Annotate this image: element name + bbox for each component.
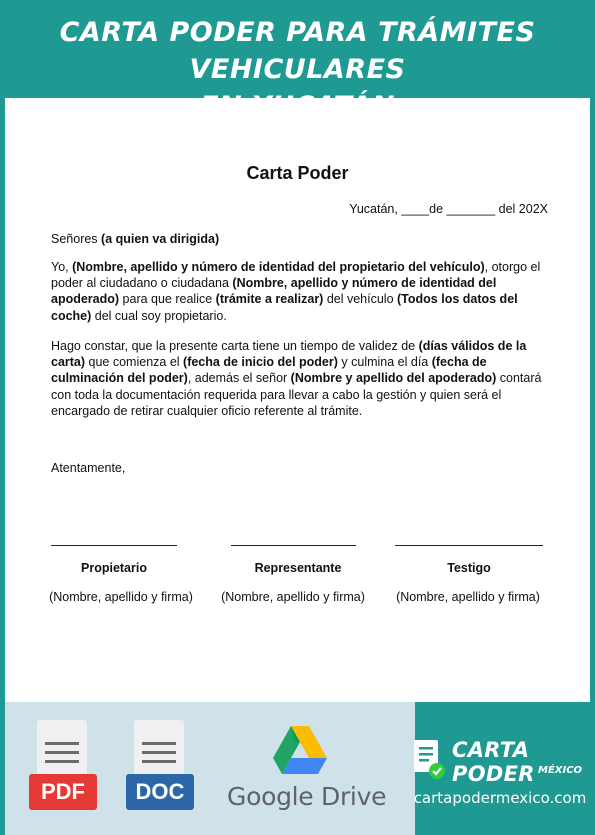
- rich-run: , otorgo el poder al ciudadano o ciudadana: [51, 260, 541, 291]
- signature-note-owner: (Nombre, apellido y firma): [49, 590, 193, 604]
- rich-run: (trámite a realizar): [215, 292, 324, 307]
- signature-note-witness: (Nombre, apellido y firma): [396, 590, 540, 604]
- pdf-badge: PDF: [29, 774, 97, 810]
- google-drive-label[interactable]: Google Drive: [227, 782, 387, 811]
- pdf-download-icon[interactable]: [29, 720, 93, 810]
- rich-run: contará con toda la documentación requerida para llevar a cabo la gestión y quien será el encargado de retirar cualquier oficio referente al trámite.: [51, 371, 542, 418]
- brand-subtitle: MÉXICO: [538, 765, 583, 776]
- signature-line-representative: [231, 545, 356, 546]
- rich-run: , además el señor: [187, 371, 291, 386]
- document-check-icon: [412, 738, 448, 782]
- signature-note-representative: (Nombre, apellido y firma): [221, 590, 365, 604]
- page-header: [0, 0, 595, 98]
- signature-role-owner: Propietario: [81, 561, 147, 575]
- rich-run: del cual soy propietario.: [91, 308, 227, 323]
- signature-line-witness: [395, 545, 543, 546]
- rich-run: (Nombre, apellido y número de identidad del propietario del vehículo): [72, 260, 485, 274]
- document-title: Carta Poder: [246, 163, 349, 183]
- page-footer: [0, 702, 595, 835]
- rich-run: (fecha de inicio del poder): [183, 355, 338, 370]
- brand-url-link[interactable]: cartapodermexico.com: [413, 789, 587, 807]
- rich-run: Yo,: [51, 260, 73, 274]
- signature-line-owner: [51, 545, 177, 546]
- paragraph-validity: [51, 338, 549, 419]
- rich-run: para que realice: [119, 292, 216, 307]
- salutation: [51, 231, 549, 247]
- rich-run: (fecha de culminación del poder): [51, 355, 487, 386]
- rich-run: Hago constar, que la presente carta tiene un tiempo de validez de: [51, 339, 419, 353]
- rich-run: que comienza el: [85, 355, 184, 370]
- rich-run: y culmina el día: [337, 355, 432, 370]
- rich-run: (días válidos de la carta): [51, 339, 527, 370]
- closing: Atentamente,: [51, 461, 126, 475]
- rich-run: (Nombre, apellido y número de identidad del apoderado): [51, 276, 497, 307]
- salutation-recipient: (a quien va dirigida): [101, 232, 220, 246]
- document-date: Yucatán, ____de _______ del 202X: [349, 202, 548, 216]
- rich-run: (Nombre y apellido del apoderado): [290, 371, 497, 386]
- google-drive-icon[interactable]: [273, 726, 327, 776]
- paragraph-authorization: [51, 259, 549, 324]
- rich-run: del vehículo: [323, 292, 398, 307]
- download-options-panel: [5, 702, 415, 835]
- signature-role-representative: Representante: [254, 561, 342, 575]
- doc-download-icon[interactable]: [126, 720, 190, 810]
- salutation-prefix: Señores: [51, 232, 102, 246]
- header-title-line1: CARTA PODER PARA TRÁMITES VEHICULARES: [59, 17, 536, 85]
- doc-badge: DOC: [126, 774, 194, 810]
- rich-run: (Todos los datos del coche): [51, 292, 518, 323]
- signature-role-witness: Testigo: [447, 561, 491, 575]
- brand-name: CARTA PODER: [452, 738, 535, 786]
